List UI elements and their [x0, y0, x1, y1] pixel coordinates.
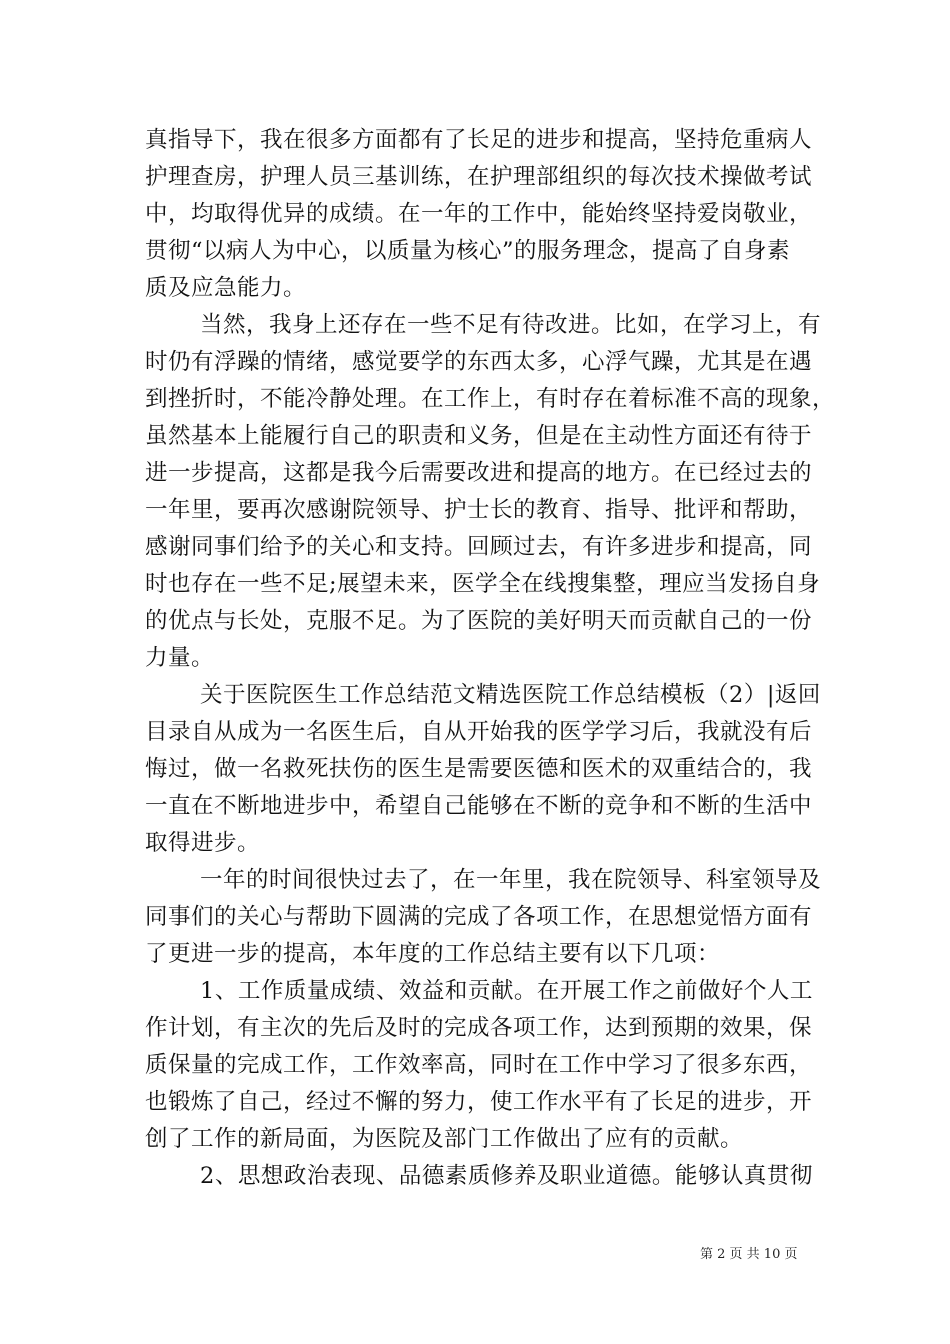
text-line: 护理查房，护理人员三基训练，在护理部组织的每次技术操做考试 — [145, 164, 813, 190]
text-line: 真指导下，我在很多方面都有了长足的进步和提高，坚持危重病人 — [145, 127, 813, 153]
paragraph-start-line: 关于医院医生工作总结范文精选医院工作总结模板（2）|返回 — [200, 682, 821, 708]
text-line: 创了工作的新局面，为医院及部门工作做出了应有的贡献。 — [145, 1126, 744, 1152]
text-line: 时也存在一些不足;展望未来，医学全在线搜集整，理应当发扬自身 — [145, 571, 821, 597]
text-line: 进一步提高，这都是我今后需要改进和提高的地方。在已经过去的 — [145, 460, 813, 486]
text-line: 质保量的完成工作，工作效率高，同时在工作中学习了很多东西， — [145, 1052, 813, 1078]
paragraph-start-line: 1、工作质量成绩、效益和贡献。在开展工作之前做好个人工 — [200, 978, 813, 1004]
text-line: 中，均取得优异的成绩。在一年的工作中，能始终坚持爱岗敬业， — [145, 201, 813, 227]
text-line: 也锻炼了自己，经过不懈的努力，使工作水平有了长足的进步，开 — [145, 1089, 813, 1115]
page-number: 第 2 页 共 10 页 — [700, 1247, 798, 1262]
text-line: 取得进步。 — [145, 830, 261, 856]
text-line: 了更进一步的提高，本年度的工作总结主要有以下几项： — [145, 941, 721, 967]
paragraph-start-line: 2、思想政治表现、品德素质修养及职业道德。能够认真贯彻 — [200, 1163, 813, 1189]
text-line: 一年里，要再次感谢院领导、护士长的教育、指导、批评和帮助， — [145, 497, 813, 523]
text-line: 到挫折时，不能冷静处理。在工作上，有时存在着标准不高的现象， — [145, 386, 836, 412]
text-line: 悔过，做一名救死扶伤的医生是需要医德和医术的双重结合的，我 — [145, 756, 813, 782]
text-line: 一直在不断地进步中，希望自己能够在不断的竞争和不断的生活中 — [145, 793, 813, 819]
text-line: 目录自从成为一名医生后，自从开始我的医学学习后，我就没有后 — [145, 719, 813, 745]
text-line: 的优点与长处，克服不足。为了医院的美好明天而贡献自己的一份 — [145, 608, 813, 634]
paragraph-start-line: 一年的时间很快过去了，在一年里，我在院领导、科室领导及 — [200, 867, 822, 893]
text-line: 质及应急能力。 — [145, 275, 307, 301]
text-line: 同事们的关心与帮助下圆满的完成了各项工作，在思想觉悟方面有 — [145, 904, 813, 930]
text-line: 虽然基本上能履行自己的职责和义务，但是在主动性方面还有待于 — [145, 423, 813, 449]
text-line: 作计划，有主次的先后及时的完成各项工作，达到预期的效果，保 — [145, 1015, 813, 1041]
paragraph-start-line: 当然，我身上还存在一些不足有待改进。比如，在学习上，有 — [200, 312, 822, 338]
text-line: 时仍有浮躁的情绪，感觉要学的东西太多，心浮气躁，尤其是在遇 — [145, 349, 813, 375]
text-line: 力量。 — [145, 645, 215, 671]
text-line: 感谢同事们给予的关心和支持。回顾过去，有许多进步和提高，同 — [145, 534, 813, 560]
text-line: 贯彻“以病人为中心，以质量为核心”的服务理念，提高了自身素 — [145, 238, 791, 264]
